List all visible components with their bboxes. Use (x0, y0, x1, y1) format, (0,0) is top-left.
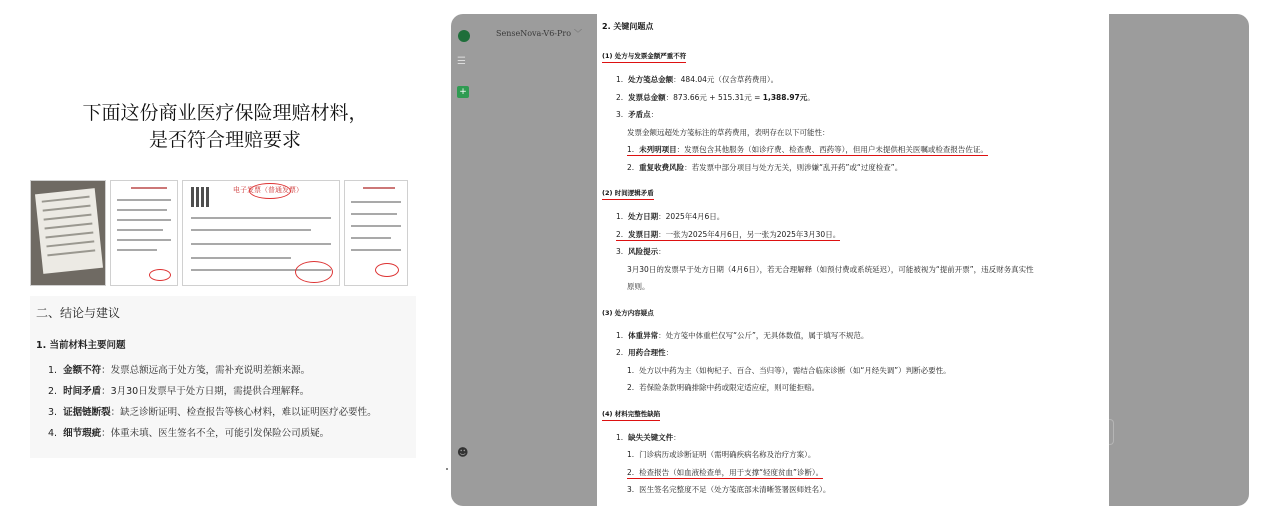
list-item: 2. 若保险条款明确排除中药或限定适应症，则可能拒赔。 (627, 383, 820, 392)
user-icon[interactable]: ☻ (457, 446, 469, 459)
conclusion-title: 二、结论与建议 (36, 306, 121, 320)
list-item: 2. 重复收费风险：若发票中部分项目与处方无关，则涉嫌“乱开药”或“过度检查”。 (627, 162, 903, 172)
hero-title (30, 100, 420, 154)
section-title: 2. 关键问题点 (602, 22, 654, 31)
list-item: 4. 细节瑕疵：体重未填、医生签名不全，可能引发保险公司质疑。 (48, 428, 330, 439)
list-item: 2. 发票日期：一张为2025年4月6日，另一张为2025年3月30日。 (616, 229, 841, 239)
prescription-thumbnail (110, 180, 178, 286)
list-item: 1. 处方以中药为主（如枸杞子、百合、当归等），需结合临床诊断（如“月经失调”）判断必要性。 (627, 365, 951, 375)
subsection-title-2: (2) 时间逻辑矛盾 (602, 188, 654, 200)
list-item: 1. 缺失关键文件： (616, 432, 681, 442)
list-item: 2. 时间矛盾：3月30日发票早于处方日期，需提供合理解释。 (48, 386, 310, 397)
invoice-thumbnail-title: 电子发票（普通发票） (233, 186, 303, 194)
list-item: 2. 发票总金额：873.66元 + 515.31元 = 1,388.97元。 (616, 92, 815, 102)
divider-dot (446, 468, 448, 470)
subsection-title-4: (4) 材料完整性缺陷 (602, 409, 660, 421)
list-item: 1. 未列明项目：发票包含其他服务（如诊疗费、检查费、西药等），但用户未提供相关医嘱或检查报告佐证。 (627, 145, 988, 154)
list-item: 1. 门诊病历或诊断证明（需明确疾病名称及治疗方案）。 (627, 450, 816, 459)
list-item: 1. 处方日期：2025年4月6日。 (616, 212, 725, 221)
list-item: 1. 处方笺总金额：484.04元（仅含草药费用）。 (616, 75, 779, 84)
hero-title-line1: 下面这份商业医疗保险理赔材料， (82, 102, 368, 124)
prescription-photo-thumbnail (30, 180, 106, 286)
list-item: 2. 检查报告（如血液检查单，用于支撑“轻度贫血”诊断）。 (627, 467, 824, 477)
new-chat-icon[interactable]: + (457, 86, 469, 98)
paragraph: 发票金额远超处方笺标注的草药费用，表明存在以下可能性： (627, 127, 830, 137)
history-list-icon[interactable]: ☰ (457, 56, 466, 67)
paragraph: 原则。 (627, 282, 650, 291)
list-item: 3. 矛盾点： (616, 110, 659, 119)
conclusion-subtitle: 1. 当前材料主要问题 (36, 340, 126, 351)
chevron-down-icon: ﹀ (574, 29, 583, 38)
conclusion-panel (30, 296, 416, 458)
model-selector[interactable] (496, 28, 582, 39)
model-name: SenseNova-V6-Pro (496, 29, 572, 38)
document-thumbnails (30, 180, 416, 286)
list-item: 1. 金额不符：发票总额远高于处方笺，需补充说明差额来源。 (48, 365, 311, 376)
qr-code-icon (191, 187, 211, 207)
list-item: 2. 用药合理性： (616, 348, 674, 357)
app-logo-icon[interactable] (458, 30, 470, 42)
paragraph: 3月30日的发票早于处方日期（4月6日），若无合理解释（如预付费或系统延迟），可能被视为“提前开票”，违反财务真实性 (627, 264, 1034, 274)
left-panel (0, 0, 440, 520)
conclusion-list (36, 365, 410, 440)
list-item: 3. 风险提示： (616, 247, 666, 256)
prescription-thumbnail-2 (344, 180, 408, 286)
response-document (597, 14, 1109, 506)
list-item: 1. 体重异常：处方笺中体重栏仅写“公斤”，无具体数值，属于填写不规范。 (616, 330, 869, 340)
list-item: 3. 医生签名完整度不足（处方笺底部未清晰签署医师姓名）。 (627, 485, 831, 494)
subsection-title-1: (1) 处方与发票金额严重不符 (602, 51, 686, 63)
list-item: 3. 证据链断裂：缺乏诊断证明、检查报告等核心材料，难以证明医疗必要性。 (48, 407, 377, 418)
sidebar (451, 14, 477, 506)
invoice-thumbnail (182, 180, 340, 286)
hero-title-line2: 是否符合理赔要求 (148, 129, 301, 151)
subsection-title-3: (3) 处方内容疑点 (602, 308, 654, 317)
